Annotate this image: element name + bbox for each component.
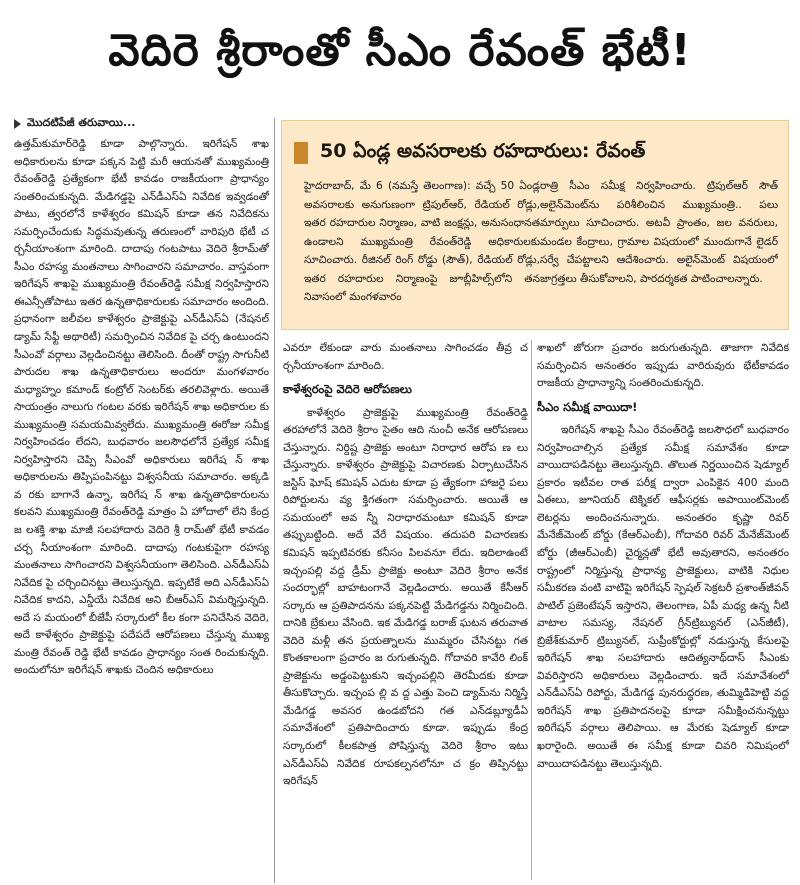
box-column-left (304, 177, 540, 325)
box-left-text: హైదరాబాద్, మే 6 (నమస్తే తెలంగాణ): వచ్చే 50 ఏండ్ల అవసరాలకు అనుగుణంగా ట్రిపుల్ఆర్, రేడియల్ రోడ్లు, ఇతర రహదారుల నిర్మాణం, వాటి జంక్షన్లు, అనుసంధానత ఉండాలని ముఖ్యమంత్రి రేవంత్‌రెడ్డి అధికారులకు సూచించారు. రీజినల్ రింగ్ రోడ్డు (సౌత్), రేడియల్ రోడ్లు, ఇతర రహదారుల నిర్మాణంపై జూబ్లీహిల్స్‌లోని తన నివాసంలో మంగళవారం (304, 180, 540, 303)
column-divider (274, 118, 275, 883)
arrow-right-icon (14, 119, 21, 129)
column-3-intro: శాఖలో జోరుగా ప్రచారం జరుగుతున్నది. తాజాగా నివేదిక సమర్పించిన అనంతరం ఇప్పుడు వారిరువురు భేటీకావడం రాజకీయ ప్రాధాన్యాన్ని సంతరించుకున్నది. (537, 342, 789, 390)
box-title (282, 135, 790, 171)
box-column-right (540, 177, 778, 325)
jump-label (14, 116, 274, 132)
article-column-3 (537, 340, 789, 882)
subheading-vedire-allegations: కాళేశ్వరంపై వెదిరె ఆరోపణలు (283, 382, 412, 397)
subheading-review-postponed: సీఎం సమీక్ష వాయిదా! (537, 399, 638, 414)
article-column-1 (14, 136, 269, 881)
box-title-text: 50 ఏండ్ల అవసరాలకు రహదారులు: రేవంత్ (320, 139, 646, 162)
jump-label-text: మొదటిపేజీ తరువాయి... (27, 116, 136, 129)
column-1-text: ఉత్తమ్‌కుమార్‌రెడ్డి కూడా పాల్గొన్నారు. ఇరిగేషన్ శాఖ అధికారులను కూడా పక్కన పెట్టి మరీ ఆయనతో ముఖ్యమంత్రి రేవంత్‌రెడ్డి ప్రత్యేకంగా భేటీ కావడం రాజకీయంగా ప్రాధాన్యం సంతరించుకున్నది. మేడిగడ్డపై ఎన్‌డీఎస్ఏ నివేదిక ఇవ్వడంతో పాటు, త్వరలోనే కాళేశ్వరం కమిషన్ కూడా తన నివేదికను సమర్పించేందుకు సిద్ధమవుతున్న తరుణంలో వారిపురి భేటీ చ ర్చనీయాంశంగా మారింది. దాదాపు గంటపాటు వెదిరె శ్రీరామ్‌తో సీఎం రహస్య మంతనాలు సాగించారని సమాచారం. వాస్తవంగా ఇరిగేషన్ శాఖపై ముఖ్యమంత్రి రేవంత్‌రెడ్డి సమీక్ష నిర్వహిస్తారని ఈఎన్సీతోపాటు ఇతర ఉన్నతాధికారులకు సమాచారం అందింది. ప్రధానంగా జలీవల కాళేశ్వరం ప్రాజెక్టుపై ఎన్‌డీఎస్ఏ (నేషనల్ డ్యామ్ సేఫ్టీ అథారిటీ) సమర్పించిన నివేదిక పై చర్చ ఉంటుందని సీఎంవో వర్గాలు వెల్లడించినట్టు తెలిసింది. దీంతో రాష్ట్ర సాగునీటి పారుదల శాఖ ఉన్నతాధికారులు అందరూ మంగళవారం మధ్యాహ్నం కమాండ్ కంట్రోల్ సెంటర్‌కు తరలివెళ్లారు. అయితే సాయంత్రం నాలుగు గంటల వరకు ఇరిగేషన్ శాఖ అధికారుల కు ముఖ్యమంత్రి సమయమివ్వలేదు. ముఖ్యమంత్రి ఈరోజు సమీక్ష నిర్వహించడం లేదని, బుధవారం జలసౌధలోనే ప్రత్యేక సమీక్ష నిర్వహిస్తారని చెప్పి సీఎంవో అధికారులు ఇరిగేష న్ శాఖ అధికారులను తిప్పిపంపినట్టు విశ్వసనీయ సమాచారం. అక్కడి వ రకు బాగానే ఉన్నా, ఇరిగేష న్ శాఖ ఉన్నతాధికారులను కలవని ముఖ్యమంత్రి రేవంత్‌రెడ్డి మాత్రం ఏ హోదాలో లేని కేంద్ర జ లశక్తి శాఖ మాజీ సలహాదారు వెదిరె శ్రీ రామ్‌తో భేటీ కావడం చర్చ నీయాంశంగా మారింది. దాదాపు గంటకుపైగా రహస్య మంతనాలు సాగించారని విశ్వసనీయంగా తెలిసింది. ఎన్‌డీఎస్ఏ నివేదిక పై చర్చించినట్టు తెలుస్తున్నది. ఇప్పటికే అది ఎన్‌డీఎస్ఏ నివేదిక కాదని, ఎన్డీయే నివేదిక అని బీఆర్ఎస్ విమర్శిస్తున్నది. అదే స మయంలో బీజేపీ సర్కారులో కీల కంగా పనిచేసిన వెదిరె, అదే కాళేశ్వరం ప్రాజెక్టుపై పదేపదే ఆరోపణలు చేస్తున్న ముఖ్య మంత్రి రేవంత్ రెడ్డి భేటీ కావడం ప్రాధాన్యం సంత రించుకున్నది. అందులోనూ ఇరిగేషన్ శాఖకు చెందిన అధికారులు (14, 138, 269, 677)
column-2-body: కాళేశ్వరం ప్రాజెక్టుపై ముఖ్యమంత్రి రేవంత్‌రెడ్డి తరహాలోనే వెదిరె శ్రీరాం సైతం ఆది నుంచీ అనేక ఆరోపణలు చేస్తున్నారు. నిర్దిష్ట ప్రాజెక్టు అంటూ నిరాధార ఆరోప ణ లు చేస్తున్నారు. కాళేశ్వరం ప్రాజెక్టుపై విచారణకు ఏర్పాటుచేసిన జస్టిస్ ఘోష్ కమిషన్ ఎదుట కూడా ప్ర త్యేకంగా హాజరై పలు రిపోర్టులను వ్య క్తిగతంగా సమర్పించారు. అయితే ఆ సమయంలో అవ న్నీ నిరాధారమంటూ కమిషన్ కూడా తప్పుబట్టింది. అదే వేరే విషయం. తదుపరి విచారణకు కమిషన్ ఇప్పటివరకు కనీసం పిలవనూ లేదు. ఇదిలాఉంటే ఇచ్చంపల్లి వద్ద డ్రీమ్ ప్రాజెక్టు అంటూ వెదిరె శ్రీరాం అనేక సందర్భాల్లో బాహటంగానే వెల్లడించారు. అయితే కేసీఆర్ సర్కారు ఆ ప్రతిపాదనను పక్కనపెట్టి మేడిగడ్డను నిర్మించింది. దానికి బ్రేకులు వేసింది. ఇక మేడిగడ్డ బరాజ్ ఘటన తరువాత వెదిరె మళ్లీ తన ప్రయత్నాలను ముమ్మరం చేసినట్టు గత కొంతకాలంగా ప్రచారం జ రుగుతున్నది. గోదావరి కావేరి లింక్ ప్రాజెక్టును అడ్డంపెట్టుకుని ఇచ్చంపల్లిని తెరమీదకు కూడా తీసుకొచ్చారు. ఇచ్చంప ల్లి వ ద్ద ఎత్తు పెంచి డ్యామ్‌ను నిర్మిస్తే మేడిగడ్డ అవసర ఉండబోదని గత ఎన్‌డబ్ల్యూడీఏ సమావేశంలో ప్రతిపాదించారు కూడా. ఇప్పుడు కేంద్ర సర్కారులో కీలకపాత్ర పోషిస్తున్న వెదిరె శ్రీరాం ఇటు ఎన్‌డీఎస్ఏ నివేదిక రూపకల్పనలోనూ చ క్రం తిప్పినట్టు ఇరిగేషన్ (283, 406, 528, 788)
column-3-body: ఇరిగేషన్ శాఖపై సీఎం రేవంత్‌రెడ్డి జలసౌధలో బుధవారం నిర్వహించాల్సిన ప్రత్యేక సమీక్ష సమావేశం కూడా వాయిదాపడినట్టు తెలుస్తున్నది. తొలుత నిర్ణయించిన షెడ్యూల్ ప్రకారం ఇటీవల రాత పరీక్ష ద్వారా ఎంపికైన 400 మంది ఏఈలు, జూనియర్ టెక్నికల్ ఆఫీసర్లకు అపాయింట్‌మెంట్ లెటర్లను అందించనున్నారు. అనంతరం కృష్ణా రివర్ మేనేజ్‌మెంట్ బోర్డు (కేఆర్ఎంబీ), గోదావరి రివర్ మేనేజ్‌మెంట్ బోర్డు (జీఆర్ఎంబీ) చైర్మన్లతో భేటీ అవుతారని, అనంతరం రాష్ట్రంలో నిర్మిస్తున్న ప్రాధాన్య ప్రాజెక్టులు, వాటికి నిధుల సమీకరణ వంటి వాటిపై ఇరిగేషన్ స్పెషల్ సెక్రటరీ ప్రశాంత్‌జీవన్ పాటిల్ ప్రజెంటేషన్ ఇస్తారని, తెలంగాణ, ఏపీ మధ్య ఉన్న నీటి వాటాల సమస్య, నేషనల్ గ్రీన్‌ట్రిబ్యునల్ (ఎన్‌జీటీ), బ్రిజేశ్‌కుమార్ ట్రిబ్యునల్, సుప్రీంకోర్టుల్లో నడుస్తున్న కేసులపై ఇరిగేషన్ శాఖ సలహాదారు ఆదిత్యనాథ్‌దాస్ సీఎంకు వివరిస్తారని అధికారులు వెల్లడించారు. ఇదే సమావేశంలో ఎన్‌డీఎస్ఏ రిపోర్టు, మేడిగడ్డ పునరుద్ధరణ, తుమ్మిడిహెట్టి వద్ద ఇరిగేషన్ శాఖ ప్రతిపాదనలపై కూడా సమీక్షించనున్నట్టు ఇరిగేషన్ వర్గాలు తెలిపాయి. ఆ మేరకు షెడ్యూల్ కూడా ఖరారైంది. అయితే ఈ సమీక్ష కూడా చివరి నిమిషంలో వాయిదాపడినట్టు తెలుస్తున్నది. (537, 424, 789, 770)
article-column-2 (283, 340, 528, 882)
column-2-intro: ఎవరూ లేకుండా వారు మంతనాలు సాగించడం తీవ్ర చ ర్చనీయాంశంగా మారింది. (283, 342, 528, 372)
column-divider-2 (531, 340, 532, 880)
square-bullet-icon (294, 142, 308, 164)
headline: వెదిరె శ్రీరాంతో సీఎం రేవంత్ భేటీ! (108, 25, 692, 76)
sidebar-box (281, 120, 789, 330)
box-right-text: రాత్రి సీఎం సమీక్ష నిర్వహించారు. ట్రిపుల్ఆర్ సౌత్ అలైన్‌మెంట్‌ను పరిశీలించిన ముఖ్యమంత్రి.. పలు మార్పులు సూచించారు. అటవీ ప్రాంతం, జల వనరులు, మండల కేంద్రాలు, గ్రామాల విషయంలో ముందుగానే లైడర్ సర్వే చేపట్టాలని ఆదేశించారు. అలైన్‌మెంట్ విషయంలో జాగ్రత్తలు తీసుకోవాలని, పారదర్శకత పాటించాలన్నారు. (540, 180, 778, 285)
